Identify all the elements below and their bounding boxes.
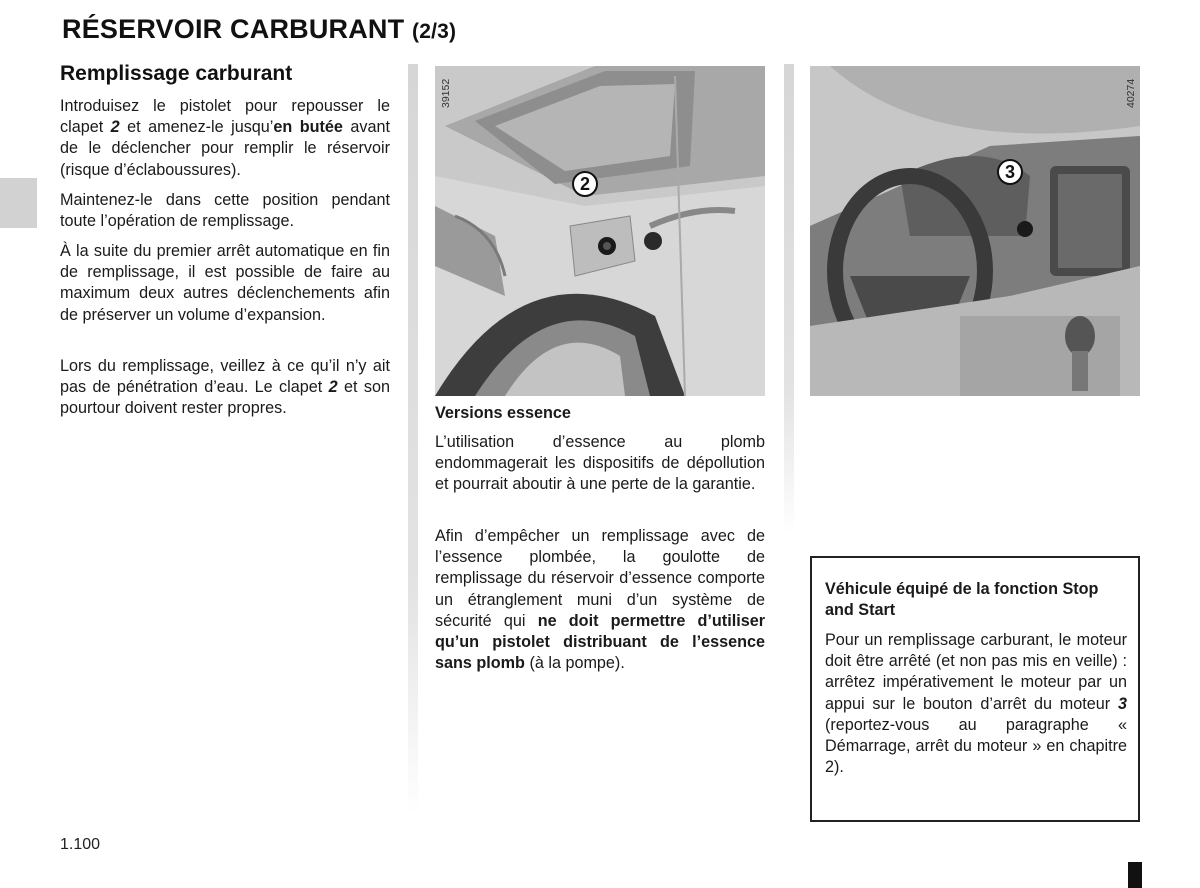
figure-reference-code: 40274 [1125,78,1137,108]
page-title-text: RÉSERVOIR CARBURANT [62,14,405,44]
text-run: Lors du remplissage, veillez à ce qu’il n’y ait pas de pénétration d’eau. Le clapet [60,357,390,397]
section-heading: Remplissage carburant [60,62,293,85]
text-run: Introduisez le pistolet pour repousser le clapet [60,97,390,137]
chapter-tab-marker [0,178,37,228]
callout-3: 3 [997,159,1023,185]
reference-number: 2 [110,118,120,137]
column-separator-right [784,64,794,534]
col1-paragraph-4 [60,356,390,420]
infobox-paragraph [825,630,1127,778]
text-run: avant de le déclencher pour remplir le réservoir (risque d’éclaboussures). [60,118,390,179]
text-run: et son pourtour doivent rester propres. [60,378,390,418]
dashboard-illustration [810,66,1140,396]
page-edge-marker [1128,862,1142,888]
text-run: (reportez-vous au paragraphe « Démarrage, arrêt du moteur » en chapitre 2). [825,715,1127,777]
col1-paragraph-2: Maintenez-le dans cette position pendant toute l’opération de remplissage. [60,191,390,231]
col2-paragraph-2 [435,526,765,674]
text-run: Pour un remplissage carburant, le moteur doit être arrêté (et non pas mis en veille) : arrêtez impérativement le moteur par un appui sur le bouton d’arrêt du moteur [825,631,1127,713]
callout-2: 2 [572,171,598,197]
col1-paragraph-1 [60,96,390,181]
figure-reference-code: 39152 [440,78,452,108]
text-run: (à la pompe). [524,654,625,673]
reference-number: 2 [328,378,338,397]
versions-essence-heading: Versions essence [435,404,571,422]
page-title-suffix: (2/3) [412,20,457,43]
fuel-flap-illustration [435,66,765,396]
reference-number: 3 [1117,694,1127,713]
col1-paragraph-3: À la suite du premier arrêt automatique en fin de remplissage, il est possible de faire au maximum deux autres déclenchements afin de préserver un volume d’expansion. [60,242,390,324]
column-separator-left [408,64,418,814]
text-run: et amenez-le jusqu’ [119,118,274,137]
page-title [62,14,456,45]
bold-text: ne doit permettre d’utiliser qu’un pistolet distribuant de l’essence sans plomb [435,611,765,673]
stop-and-start-info-box [810,556,1140,822]
text-run: Afin d’empêcher un remplissage avec de l’essence plombée, la goulotte de remplissage du réservoir d’essence comporte un étranglement muni d’un système de sécurité qui [435,527,765,630]
infobox-heading: Véhicule équipé de la fonction Stop and Start [825,580,1099,619]
page-number: 1.100 [60,836,101,853]
bold-text: en butée [273,118,343,137]
col2-paragraph-1: L’utilisation d’essence au plomb endommagerait les dispositifs de dépollution et pourrait aboutir à une perte de la garantie. [435,433,765,494]
